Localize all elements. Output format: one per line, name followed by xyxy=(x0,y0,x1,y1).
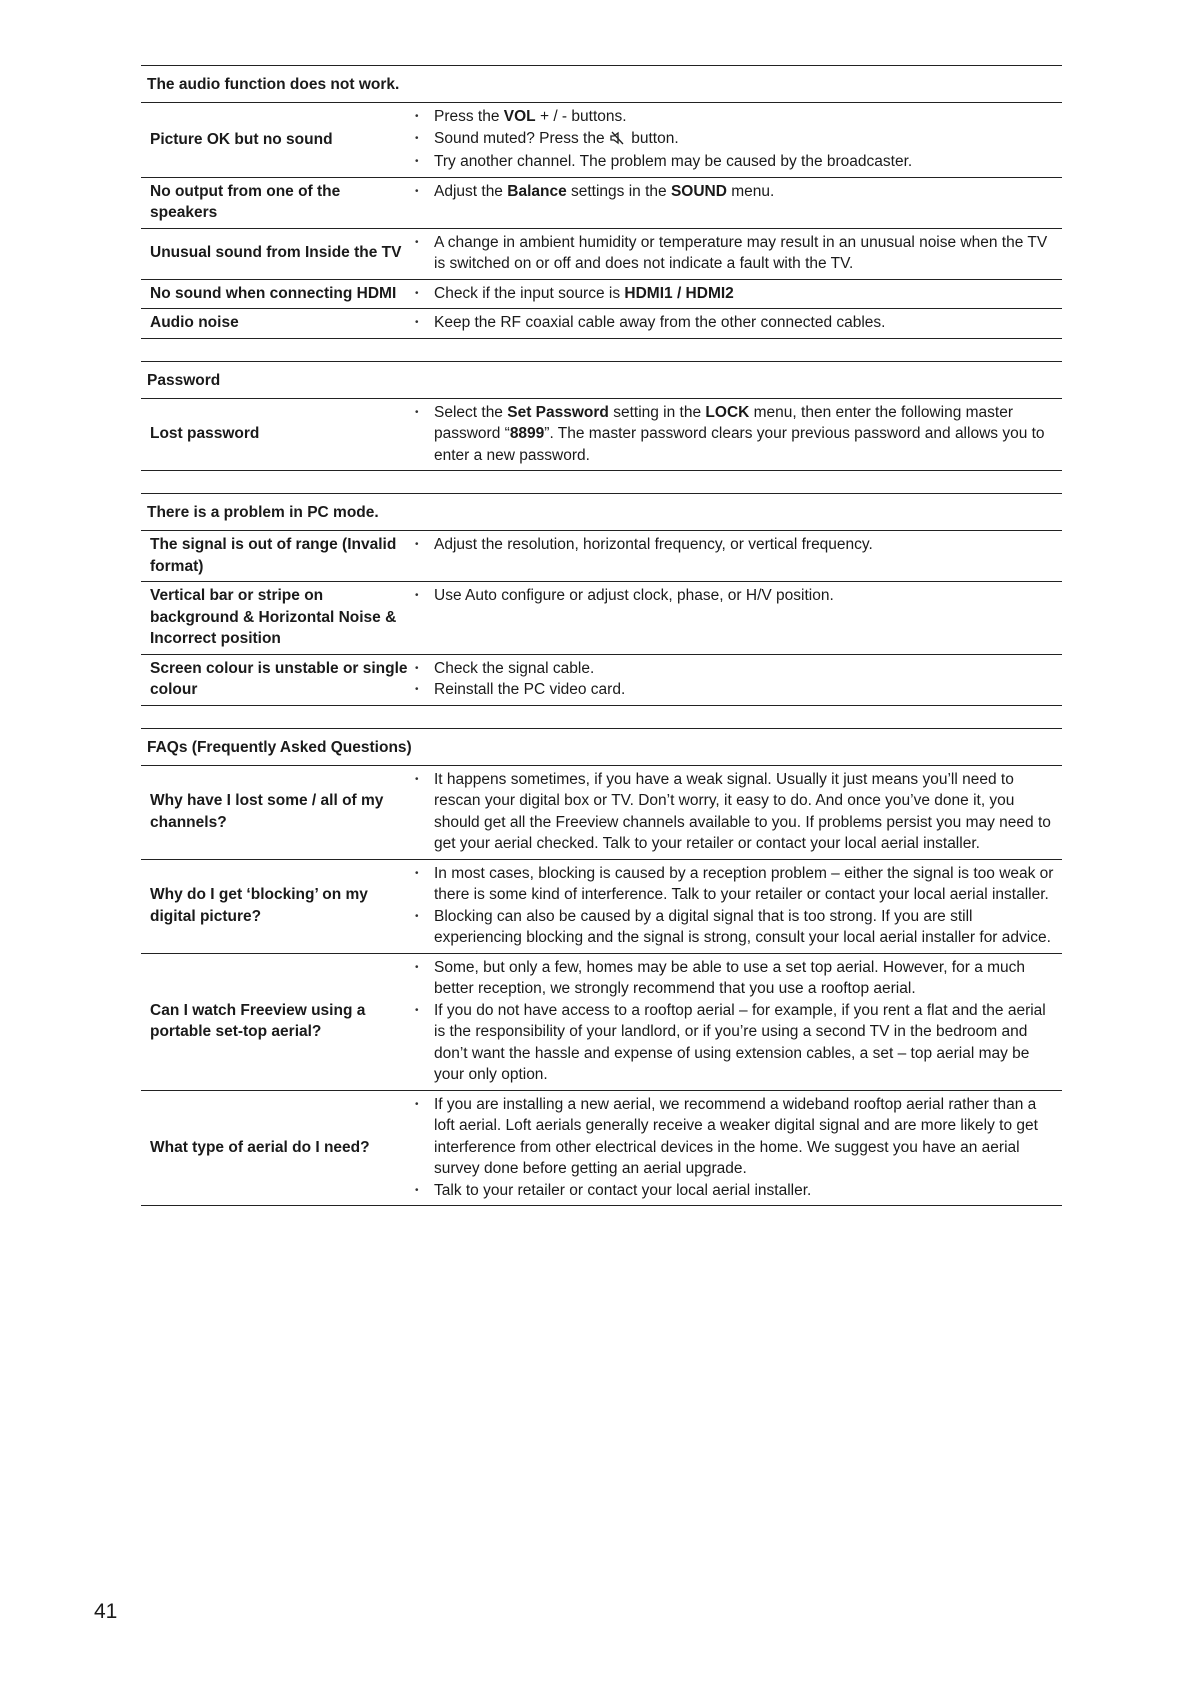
emphasis-text: Balance xyxy=(507,182,567,200)
problem-label-text: No output from one of the speakers xyxy=(150,182,341,221)
table-row xyxy=(141,1091,1062,1207)
solution-item: • Check the signal cable. xyxy=(411,658,1054,680)
solution-item: • Some, but only a few, homes may be able to use a set top aerial. However, for a much better reception, we strongly recommend that you use a rooftop aerial. xyxy=(411,957,1054,1000)
section xyxy=(141,728,1062,1207)
solution-item: • Press the VOL + / - buttons. xyxy=(411,106,1054,128)
problem-label xyxy=(141,312,411,334)
solution-list xyxy=(411,402,1062,467)
problem-label-text: Why do I get ‘blocking’ on my digital picture? xyxy=(150,886,368,925)
problem-label xyxy=(141,232,411,275)
problem-label-text: Lost password xyxy=(150,425,260,442)
solution-item: • Blocking can also be caused by a digital signal that is too strong. If you are still experiencing blocking and the signal is strong, consult your local aerial installer for advice. xyxy=(411,906,1054,949)
solution-item: • Use Auto configure or adjust clock, phase, or H/V position. xyxy=(411,585,1054,607)
problem-label-text: Vertical bar or stripe on background & Horizontal Noise & Incorrect position xyxy=(150,587,397,647)
section xyxy=(141,361,1062,472)
problem-label-text: The signal is out of range (Invalid format) xyxy=(150,536,397,575)
page-number: 41 xyxy=(94,1600,118,1623)
table-row xyxy=(141,178,1062,229)
emphasis-text: VOL xyxy=(503,108,536,125)
solution-item: • If you are installing a new aerial, we recommend a wideband rooftop aerial rather than a loft aerial. Loft aerials generally receive a weaker digital signal and are more likely to get interference from other electrical devices in the home. We suggest you have an aerial survey done before getting an aerial upgrade. xyxy=(411,1094,1054,1180)
solution-list xyxy=(411,1094,1062,1202)
solution-item: • Check if the input source is HDMI1 / HDMI2 xyxy=(411,283,1054,305)
emphasis-text: LOCK xyxy=(705,403,750,421)
problem-label-text: Unusual sound from Inside the TV xyxy=(150,244,402,262)
solution-list xyxy=(411,957,1062,1086)
solution-list xyxy=(411,232,1062,275)
solution-item: • Keep the RF coaxial cable away from the other connected cables. xyxy=(411,312,1054,334)
problem-label-text: Can I watch Freeview using a portable set-top aerial? xyxy=(150,1001,366,1040)
emphasis-text: HDMI1 / HDMI2 xyxy=(624,284,734,302)
emphasis-text: 8899 xyxy=(509,425,545,442)
solution-item: • Talk to your retailer or contact your local aerial installer. xyxy=(411,1180,1054,1202)
section-title: FAQs (Frequently Asked Questions) xyxy=(141,728,1062,766)
problem-label xyxy=(141,1094,411,1202)
problem-label-text: Screen colour is unstable or single colour xyxy=(150,659,408,698)
solution-item: • If you do not have access to a rooftop aerial – for example, if you rent a flat and the aerial is the responsibility of your landlord, or if you’re using a second TV in the bedroom and don’t want the hassle and expense of using extension cables, a set – top aerial may be your only option. xyxy=(411,1000,1054,1086)
solution-item: • Sound muted? Press the button. xyxy=(411,128,1054,152)
problem-label-text: No sound when connecting HDMI xyxy=(150,284,397,302)
table-row xyxy=(141,954,1062,1091)
section-title: The audio function does not work. xyxy=(141,65,1062,103)
problem-label xyxy=(141,181,411,224)
table-row xyxy=(141,280,1062,310)
section-title: Password xyxy=(141,361,1062,399)
solution-item: • Adjust the Balance settings in the SOUND menu. xyxy=(411,181,1054,203)
problem-label-text: What type of aerial do I need? xyxy=(150,1138,370,1156)
table-row xyxy=(141,309,1062,339)
solution-item: • Try another channel. The problem may be caused by the broadcaster. xyxy=(411,151,1054,173)
solution-list xyxy=(411,769,1062,855)
problem-label xyxy=(141,658,411,701)
solution-list xyxy=(411,863,1062,949)
problem-label xyxy=(141,534,411,577)
problem-label-text: Audio noise xyxy=(150,314,239,331)
solution-list xyxy=(411,312,1062,334)
table-row xyxy=(141,860,1062,954)
solution-item: • A change in ambient humidity or temperature may result in an unusual noise when the TV is switched on or off and does not indicate a fault with the TV. xyxy=(411,232,1054,275)
emphasis-text: SOUND xyxy=(670,182,727,200)
problem-label-text: Why have I lost some / all of my channels? xyxy=(150,792,384,831)
solution-list xyxy=(411,106,1062,173)
table-row xyxy=(141,655,1062,706)
problem-label xyxy=(141,863,411,949)
solution-item: • Adjust the resolution, horizontal frequency, or vertical frequency. xyxy=(411,534,1054,556)
table-row xyxy=(141,399,1062,472)
section xyxy=(141,65,1062,339)
problem-label xyxy=(141,769,411,855)
problem-label xyxy=(141,402,411,467)
problem-label xyxy=(141,283,411,305)
solution-list xyxy=(411,658,1062,701)
table-row xyxy=(141,766,1062,860)
solution-item: • Reinstall the PC video card. xyxy=(411,679,1054,701)
solution-item: • In most cases, blocking is caused by a reception problem – either the signal is too weak or there is some kind of interference. Talk to your retailer or contact your local aerial installer. xyxy=(411,863,1054,906)
solution-list xyxy=(411,585,1062,650)
table-row xyxy=(141,531,1062,582)
section xyxy=(141,493,1062,706)
solution-list xyxy=(411,283,1062,305)
emphasis-text: Set Password xyxy=(507,403,609,421)
table-row xyxy=(141,582,1062,655)
problem-label xyxy=(141,585,411,650)
solution-item: • Select the Set Password setting in the LOCK menu, then enter the following master password “8899”. The master password clears your previous password and allows you to enter a new password. xyxy=(411,402,1054,467)
solution-item: • It happens sometimes, if you have a weak signal. Usually it just means you’ll need to rescan your digital box or TV. Don’t worry, it easy to do. And once you’ve done it, you should get all the Freeview channels available to you. If problems persist you may need to get your aerial checked. Talk to your retailer or contact your local aerial installer. xyxy=(411,769,1054,855)
solution-list xyxy=(411,534,1062,577)
problem-label xyxy=(141,106,411,173)
section-title: There is a problem in PC mode. xyxy=(141,493,1062,531)
mute-icon xyxy=(610,130,624,152)
table-row xyxy=(141,103,1062,178)
solution-list xyxy=(411,181,1062,224)
problem-label-text: Picture OK but no sound xyxy=(150,130,333,148)
table-row xyxy=(141,229,1062,280)
problem-label xyxy=(141,957,411,1086)
troubleshooting-tables xyxy=(141,65,1062,1228)
